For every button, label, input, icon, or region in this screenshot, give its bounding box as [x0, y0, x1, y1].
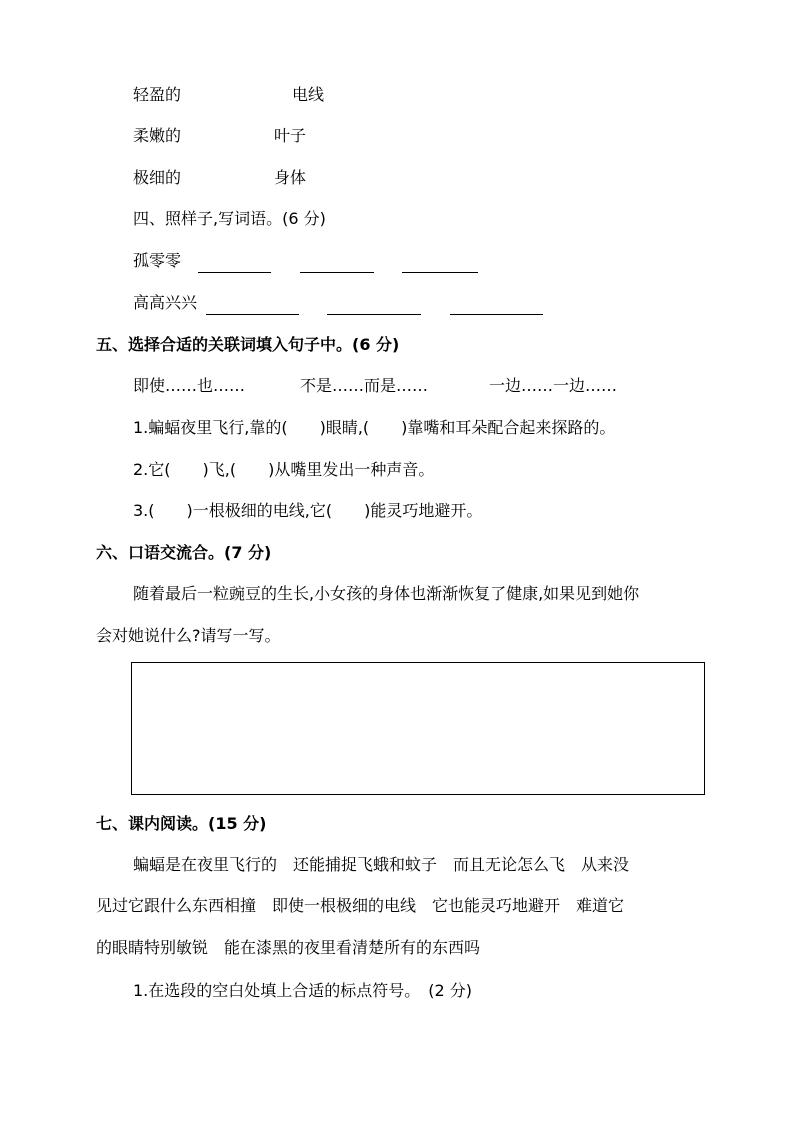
section4-example-2: 高高兴兴 — [133, 293, 198, 312]
answer-blank[interactable] — [300, 272, 374, 273]
section5-title: 五、选择合适的关联词填入句子中。(6 分) — [96, 335, 400, 354]
passage-line-3: 的眼睛特别敏锐 能在漆黑的夜里看清楚所有的东西吗 — [96, 938, 481, 957]
conjunction-option-3: 一边……一边…… — [489, 376, 618, 395]
conjunction-option-1: 即使……也…… — [133, 376, 246, 395]
match-right-3: 身体 — [274, 168, 307, 187]
passage-line-2: 见过它跟什么东西相撞 即使一根极细的电线 它也能灵巧地避开 难道它 — [96, 896, 625, 915]
answer-blank[interactable] — [198, 272, 271, 273]
section6-prompt-line-1: 随着最后一粒豌豆的生长,小女孩的身体也渐渐恢复了健康,如果见到她你 — [133, 584, 640, 603]
section6-title: 六、口语交流合。(7 分) — [96, 543, 272, 562]
match-right-2: 叶子 — [274, 126, 307, 145]
match-right-1: 电线 — [292, 85, 325, 104]
section7-question-1: 1.在选段的空白处填上合适的标点符号。 (2 分) — [133, 981, 473, 1000]
section5-question-1: 1.蝙蝠夜里飞行,靠的( )眼睛,( )靠嘴和耳朵配合起来探路的。 — [133, 418, 616, 437]
passage-line-1: 蝙蝠是在夜里飞行的 还能捕捉飞蛾和蚊子 而且无论怎么飞 从来没 — [133, 855, 630, 874]
section4-title: 四、照样子,写词语。(6 分) — [133, 209, 326, 228]
section5-question-2: 2.它( )飞,( )从嘴里发出一种声音。 — [133, 460, 435, 479]
section4-example-1: 孤零零 — [133, 251, 182, 270]
conjunction-option-2: 不是……而是…… — [300, 376, 429, 395]
section7-title: 七、课内阅读。(15 分) — [96, 814, 267, 833]
section6-prompt-line-2: 会对她说什么?请写一写。 — [96, 626, 281, 645]
match-left-2: 柔嫩的 — [133, 126, 182, 145]
answer-blank[interactable] — [402, 272, 478, 273]
answer-blank[interactable] — [206, 314, 299, 315]
match-left-3: 极细的 — [133, 168, 182, 187]
answer-box[interactable] — [131, 662, 705, 795]
section5-question-3: 3.( )一根极细的电线,它( )能灵巧地避开。 — [133, 501, 483, 520]
match-left-1: 轻盈的 — [133, 85, 182, 104]
answer-blank[interactable] — [450, 314, 543, 315]
answer-blank[interactable] — [327, 314, 421, 315]
